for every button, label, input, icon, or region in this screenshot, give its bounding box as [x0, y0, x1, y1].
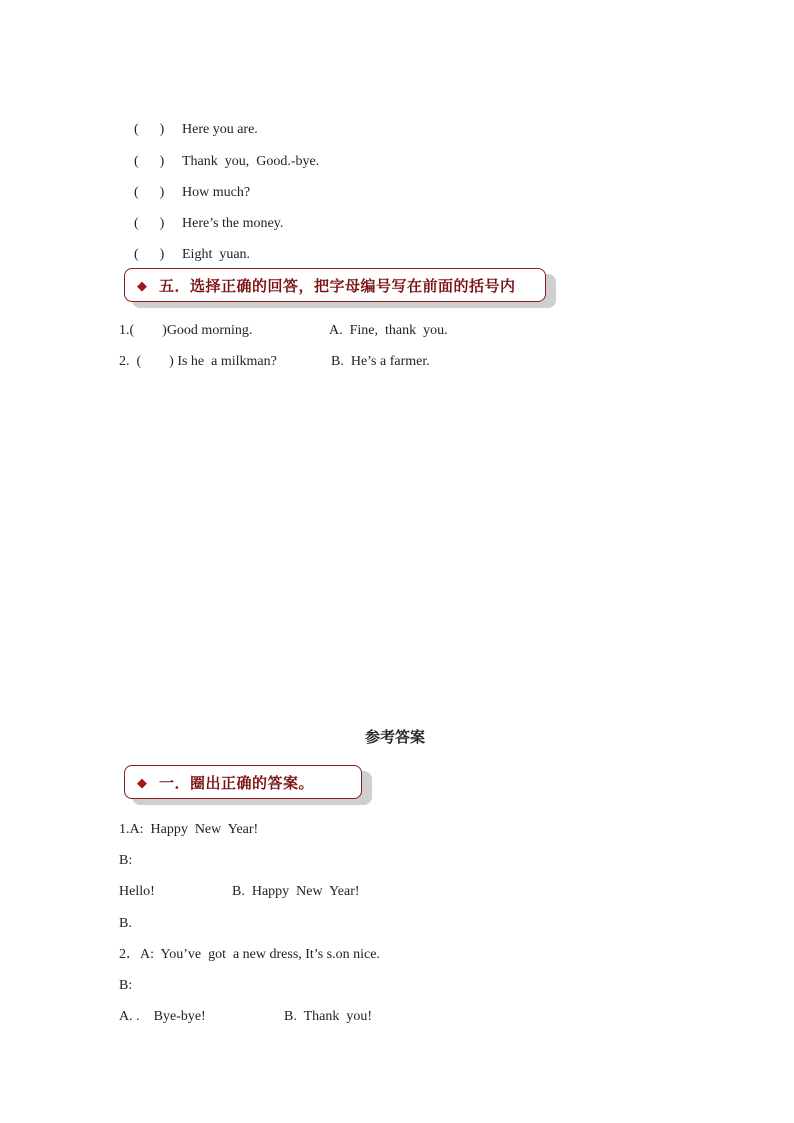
- answer-line-7: A. . Bye-bye!: [119, 1009, 206, 1024]
- section-5-title: 五．选择正确的回答，把字母编号写在前面的括号内: [159, 276, 516, 295]
- answer-paren[interactable]: ( ): [134, 247, 165, 262]
- answer-paren[interactable]: ( ): [134, 154, 165, 169]
- ordering-text: Here you are.: [182, 122, 258, 137]
- ordering-text: Eight yuan.: [182, 247, 251, 262]
- answer-option-b: B. Happy New Year!: [232, 884, 360, 899]
- section-1-title: 一．圈出正确的答案。: [159, 773, 315, 792]
- answer-option-b-thank-you: B. Thank you!: [284, 1009, 373, 1024]
- answer-line-2: B:: [119, 853, 133, 868]
- diamond-icon: ◆: [137, 774, 147, 790]
- ordering-text: Here’s the money.: [182, 216, 284, 231]
- section-1-banner: [124, 765, 362, 799]
- ordering-text: How much?: [182, 185, 251, 200]
- ordering-text: Thank you, Good.-bye.: [182, 154, 320, 169]
- answer-line-3: Hello!: [119, 884, 155, 899]
- answer-line-5: 2．A: You’ve got a new dress, It’s s.on nice.: [119, 947, 380, 962]
- answer-paren[interactable]: ( ): [134, 216, 165, 231]
- ordering-item-1: [127, 103, 258, 139]
- section-5-question-1: 1.( )Good morning.: [119, 323, 253, 338]
- answer-paren[interactable]: ( ): [134, 122, 165, 137]
- answer-line-1: 1.A: Happy New Year!: [119, 822, 259, 837]
- section-5-answer-1: A. Fine, thank you.: [329, 323, 448, 338]
- answer-line-4: B.: [119, 916, 132, 931]
- section-5-banner: [124, 268, 546, 302]
- answer-line-6: B:: [119, 978, 133, 993]
- answer-paren[interactable]: ( ): [134, 185, 165, 200]
- ordering-item-5: [127, 228, 250, 264]
- section-5-question-2: 2. ( ) Is he a milkman?: [119, 354, 277, 369]
- section-5-answer-2: B. He’s a farmer.: [331, 354, 430, 369]
- diamond-icon: ◆: [137, 277, 147, 293]
- answer-key-heading: 参考答案: [365, 728, 426, 746]
